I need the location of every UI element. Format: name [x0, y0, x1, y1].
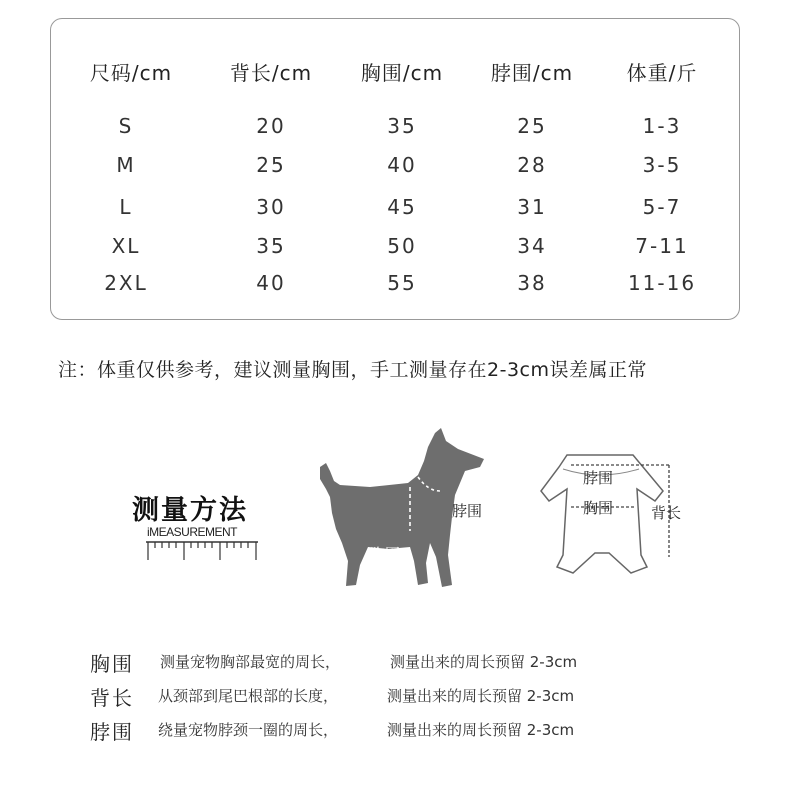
instruction-extra-chest: 测量出来的周长预留 2-3cm [390, 653, 578, 671]
table-cell: 38 [517, 271, 547, 295]
ruler-icon [146, 540, 260, 562]
instruction-extra-back: 测量出来的周长预留 2-3cm [387, 687, 575, 705]
table-cell: 50 [387, 234, 417, 258]
instruction-extra-neck: 测量出来的周长预留 2-3cm [387, 721, 575, 739]
size-table [50, 18, 740, 320]
table-cell: M [116, 153, 136, 177]
instruction-title-neck: 脖围 [90, 720, 134, 744]
instruction-desc-chest: 测量宠物胸部最宽的周长， [160, 653, 341, 671]
instruction-desc-back: 从颈部到尾巴根部的长度， [158, 687, 339, 705]
table-cell: 20 [256, 114, 286, 138]
table-cell: 35 [387, 114, 417, 138]
table-cell: XL [111, 234, 141, 258]
table-cell: 2XL [104, 271, 148, 295]
method-title: 测量方法 [132, 495, 248, 526]
table-cell: 55 [387, 271, 417, 295]
table-header-chest: 胸围/cm [360, 61, 444, 85]
weight-note: 注：体重仅供参考，建议测量胸围，手工测量存在2-3cm误差属正常 [58, 359, 647, 381]
garment-label-back: 背长 [651, 504, 682, 522]
table-cell: 25 [256, 153, 286, 177]
garment-label-neck: 脖围 [583, 469, 614, 487]
garment-label-chest: 胸围 [583, 499, 614, 517]
table-cell: L [119, 195, 133, 219]
table-header-back-length: 背长/cm [229, 61, 313, 85]
table-cell: 11-16 [627, 271, 697, 295]
instruction-desc-neck: 绕量宠物脖颈一圈的周长， [158, 721, 339, 739]
table-cell: 35 [256, 234, 286, 258]
table-cell: 7-11 [635, 234, 689, 258]
table-cell: 45 [387, 195, 417, 219]
table-cell: 25 [517, 114, 547, 138]
table-cell: 40 [387, 153, 417, 177]
table-cell: 40 [256, 271, 286, 295]
instruction-title-chest: 胸围 [90, 652, 134, 676]
dog-label-back: 背长 [370, 458, 401, 476]
table-header-size: 尺码/cm [89, 61, 173, 85]
instruction-title-back: 背长 [90, 686, 134, 710]
table-cell: 3-5 [642, 153, 682, 177]
table-header-weight: 体重/斤 [626, 61, 698, 85]
table-cell: 5-7 [642, 195, 682, 219]
dog-label-chest: 胸围 [370, 545, 401, 563]
table-cell: 34 [517, 234, 547, 258]
table-cell: 30 [256, 195, 286, 219]
table-cell: S [118, 114, 134, 138]
table-cell: 31 [517, 195, 547, 219]
table-header-neck: 脖围/cm [490, 61, 574, 85]
table-cell: 28 [517, 153, 547, 177]
method-subtitle: iMEASUREMENT [147, 525, 238, 539]
table-cell: 1-3 [642, 114, 682, 138]
dog-label-neck: 脖围 [452, 502, 483, 520]
